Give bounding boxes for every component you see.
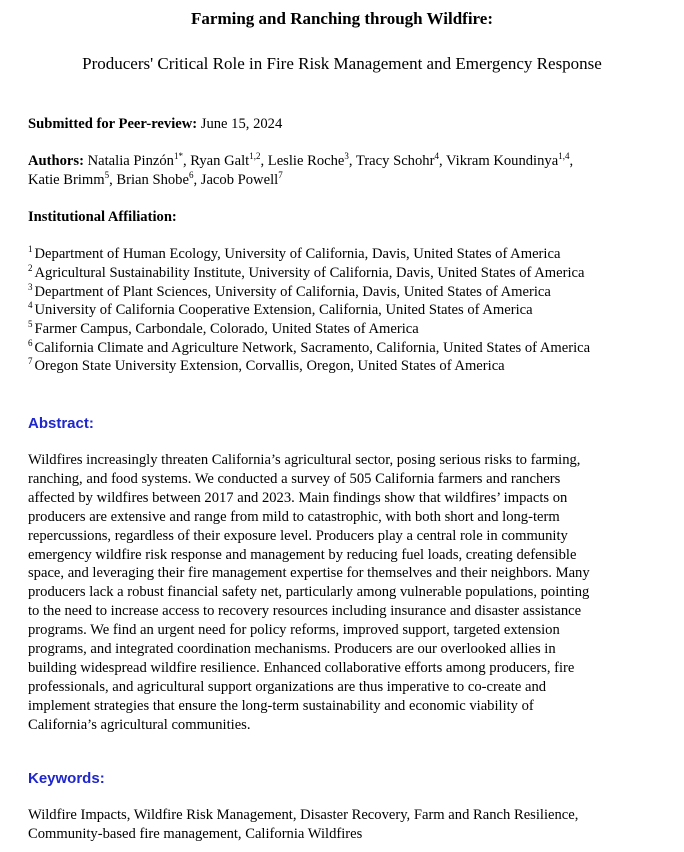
- abstract-line: programs, and integrated coordination mechanisms. Producers are our overlooked allies in: [28, 641, 556, 658]
- author: Brian Shobe$^6$: [116, 170, 194, 188]
- abstract-body: [28, 451, 658, 735]
- abstract-line: repercussions, regardless of their exposure level. Producers play a central role in community: [28, 527, 568, 544]
- affiliation-item: $^7$ Oregon State University Extension, Corvallis, Oregon, United States of America: [28, 356, 505, 374]
- author: Ryan Galt$^{1,2}$: [190, 151, 261, 169]
- paper-subtitle: Producers' Critical Role in Fire Risk Management and Emergency Response: [82, 54, 602, 73]
- abstract-line: emergency wildfire risk response and management by reducing fuel loads, creating defensible: [28, 546, 577, 563]
- abstract-line: professionals, and agricultural support organizations are thus imperative to co-create and: [28, 678, 547, 695]
- authors-line-1: Authors: Natalia Pinzón$^{1*}$, Ryan Galt$^{1,2}$, Leslie Roche$^3$, Tracy Schohr$^4$, Vikram Koundinya$^{1,4}$,: [28, 151, 574, 169]
- abstract-heading: Abstract:: [28, 415, 94, 432]
- abstract-line: California’s agricultural communities.: [28, 716, 251, 733]
- affiliation-item: $^5$ Farmer Campus, Carbondale, Colorado, United States of America: [28, 319, 419, 337]
- author: Natalia Pinzón$^{1*}$: [87, 151, 183, 169]
- affiliation-item: $^3$ Department of Plant Sciences, University of California, Davis, United States of America: [28, 282, 551, 300]
- authors-line-2: Katie Brimm$^5$, Brian Shobe$^6$, Jacob Powell$^7$: [28, 170, 283, 188]
- keywords-line: Wildfire Impacts, Wildfire Risk Management, Disaster Recovery, Farm and Ranch Resilience,: [28, 807, 579, 823]
- abstract-line: programs. We find an urgent need for policy reforms, improved support, targeted extension: [28, 622, 560, 639]
- keywords-line: Community-based fire management, California Wildfires: [28, 825, 363, 842]
- submitted-date: June 15, 2024: [200, 116, 283, 132]
- keywords-heading: Keywords:: [28, 770, 105, 787]
- author: Vikram Koundinya$^{1,4}$: [445, 151, 570, 169]
- abstract-line: ranching, and food systems. We conducted a survey of 505 California farmers and ranchers: [28, 470, 561, 487]
- abstract-line: Wildfires increasingly threaten California’s agricultural sector, posing serious risks to farming,: [28, 452, 581, 468]
- affiliation-item: $^1$ Department of Human Ecology, University of California, Davis, United States of America: [28, 244, 561, 262]
- affiliation-heading: Institutional Affiliation:: [28, 209, 177, 225]
- author: Jacob Powell$^7$: [200, 170, 283, 188]
- affiliation-item: $^6$ California Climate and Agriculture Network, Sacramento, California, United States of America: [28, 338, 591, 356]
- paper-title: Farming and Ranching through Wildfire:: [191, 9, 493, 28]
- abstract-line: implement strategies that ensure the long-term sustainability and economic viability of: [28, 697, 534, 714]
- abstract-line: space, and leveraging their fire management expertise for themselves and their neighbors. Many: [28, 565, 590, 582]
- abstract-line: affected by wildfires between 2017 and 2023. Main findings show that wildfires’ impacts on: [28, 489, 568, 506]
- affiliation-item: $^4$ University of California Cooperative Extension, California, United States of America: [28, 300, 533, 318]
- submission-line: [28, 116, 282, 133]
- affiliation-item: $^2$ Agricultural Sustainability Institute, University of California, Davis, United States of America: [28, 263, 585, 281]
- abstract-line: to the need to increase access to recovery resources including insurance and disaster assistance: [28, 603, 582, 620]
- authors-label: Authors:: [28, 153, 84, 169]
- abstract-line: building widespread wildfire resilience. Enhanced collaborative efforts among producers, fire: [28, 659, 575, 676]
- author: Leslie Roche$^3$: [267, 151, 349, 169]
- author: Tracy Schohr$^4$: [355, 151, 439, 169]
- abstract-line: producers are extensive and range from mild to catastrophic, with both short and long-term: [28, 508, 560, 525]
- keywords-body: [28, 806, 658, 844]
- author: Katie Brimm$^5$: [28, 170, 110, 188]
- abstract-line: producers lack a robust financial safety net, particularly among vulnerable populations, pointing: [28, 584, 590, 601]
- submitted-label: Submitted for Peer-review:: [28, 116, 198, 132]
